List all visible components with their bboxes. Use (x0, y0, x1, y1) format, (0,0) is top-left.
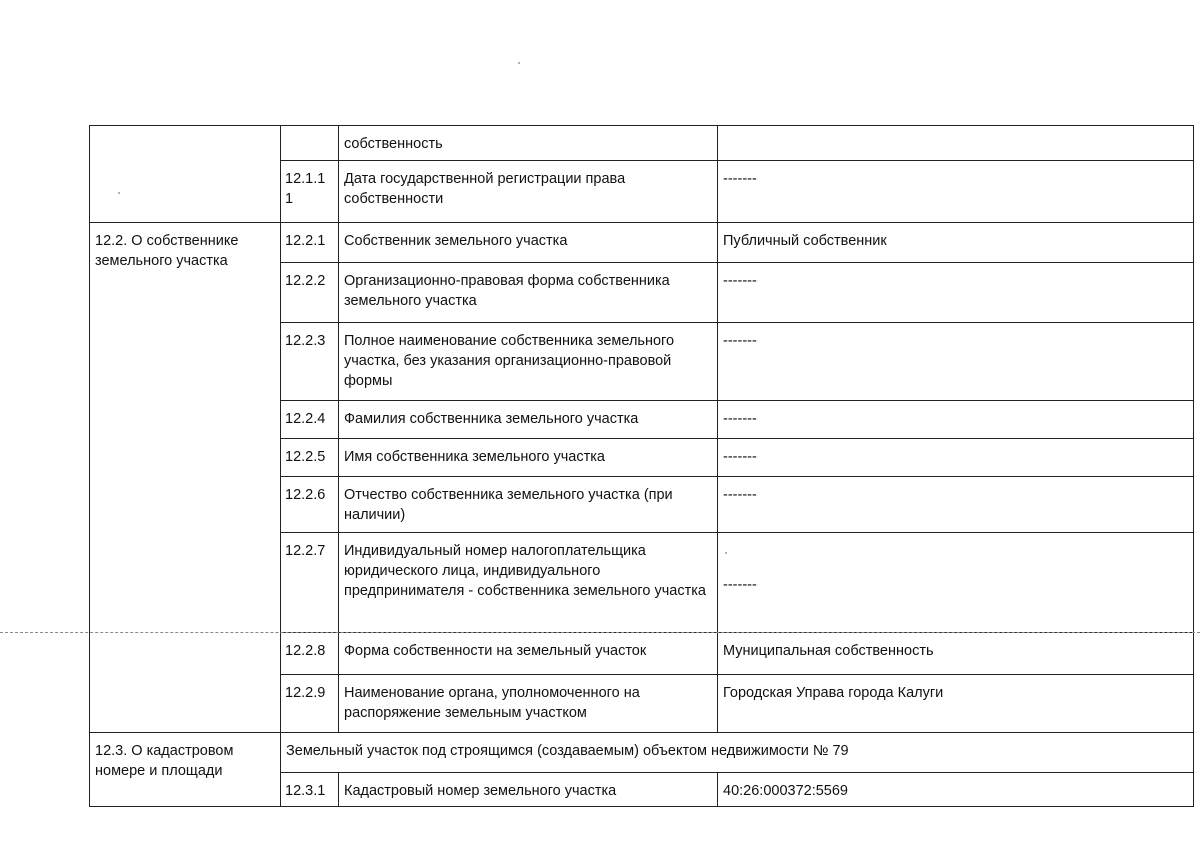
row-value: ------- (718, 477, 1194, 533)
row-number: 12.2.7 (281, 533, 339, 633)
row-number: 12.3.1 (281, 773, 339, 807)
row-value: 40:26:000372:5569 (718, 773, 1194, 807)
row-value: ------- (718, 533, 1194, 633)
row-label: Отчество собственника земельного участка (при наличии) (339, 477, 718, 533)
row-label: Дата государственной регистрации права собственности (339, 161, 718, 223)
section-cell-empty (90, 126, 281, 223)
table-row (90, 733, 1194, 773)
row-label: Наименование органа, уполномоченного на распоряжение земельным участком (339, 675, 718, 733)
row-label: Форма собственности на земельный участок (339, 633, 718, 675)
row-number (281, 126, 339, 161)
row-number: 12.2.9 (281, 675, 339, 733)
section-subtitle: Земельный участок под строящимся (создаваемым) объектом недвижимости № 79 (281, 733, 1194, 773)
row-label: Индивидуальный номер налогоплательщика юридического лица, индивидуального предпринимателя - собственника земельного участка (339, 533, 718, 633)
scan-fold-line (0, 632, 1200, 633)
row-number: 12.2.3 (281, 323, 339, 401)
scan-speck (518, 62, 520, 64)
row-number: 12.2.5 (281, 439, 339, 477)
section-title: 12.2. О собственнике земельного участка (90, 223, 281, 733)
row-value: Городская Управа города Калуги (718, 675, 1194, 733)
row-label: Имя собственника земельного участка (339, 439, 718, 477)
row-value (718, 126, 1194, 161)
row-label: Полное наименование собственника земельного участка, без указания организационно-правовой формы (339, 323, 718, 401)
row-value: ------- (718, 401, 1194, 439)
row-label: собственность (339, 126, 718, 161)
row-number: 12.2.4 (281, 401, 339, 439)
row-label: Кадастровый номер земельного участка (339, 773, 718, 807)
section-title: 12.3. О кадастровом номере и площади (90, 733, 281, 807)
row-value: Публичный собственник (718, 223, 1194, 263)
row-value: ------- (718, 323, 1194, 401)
row-value: ------- (718, 263, 1194, 323)
row-value: ------- (718, 439, 1194, 477)
row-value: Муниципальная собственность (718, 633, 1194, 675)
table-row (90, 126, 1194, 161)
row-label: Фамилия собственника земельного участка (339, 401, 718, 439)
row-number: 12.2.6 (281, 477, 339, 533)
row-label: Собственник земельного участка (339, 223, 718, 263)
row-value: ------- (718, 161, 1194, 223)
row-number: 12.2.1 (281, 223, 339, 263)
land-plot-info-table (89, 125, 1194, 807)
row-label: Организационно-правовая форма собственника земельного участка (339, 263, 718, 323)
row-number: 12.2.2 (281, 263, 339, 323)
table-row (90, 223, 1194, 263)
row-number: 12.2.8 (281, 633, 339, 675)
row-number: 12.1.1 1 (281, 161, 339, 223)
